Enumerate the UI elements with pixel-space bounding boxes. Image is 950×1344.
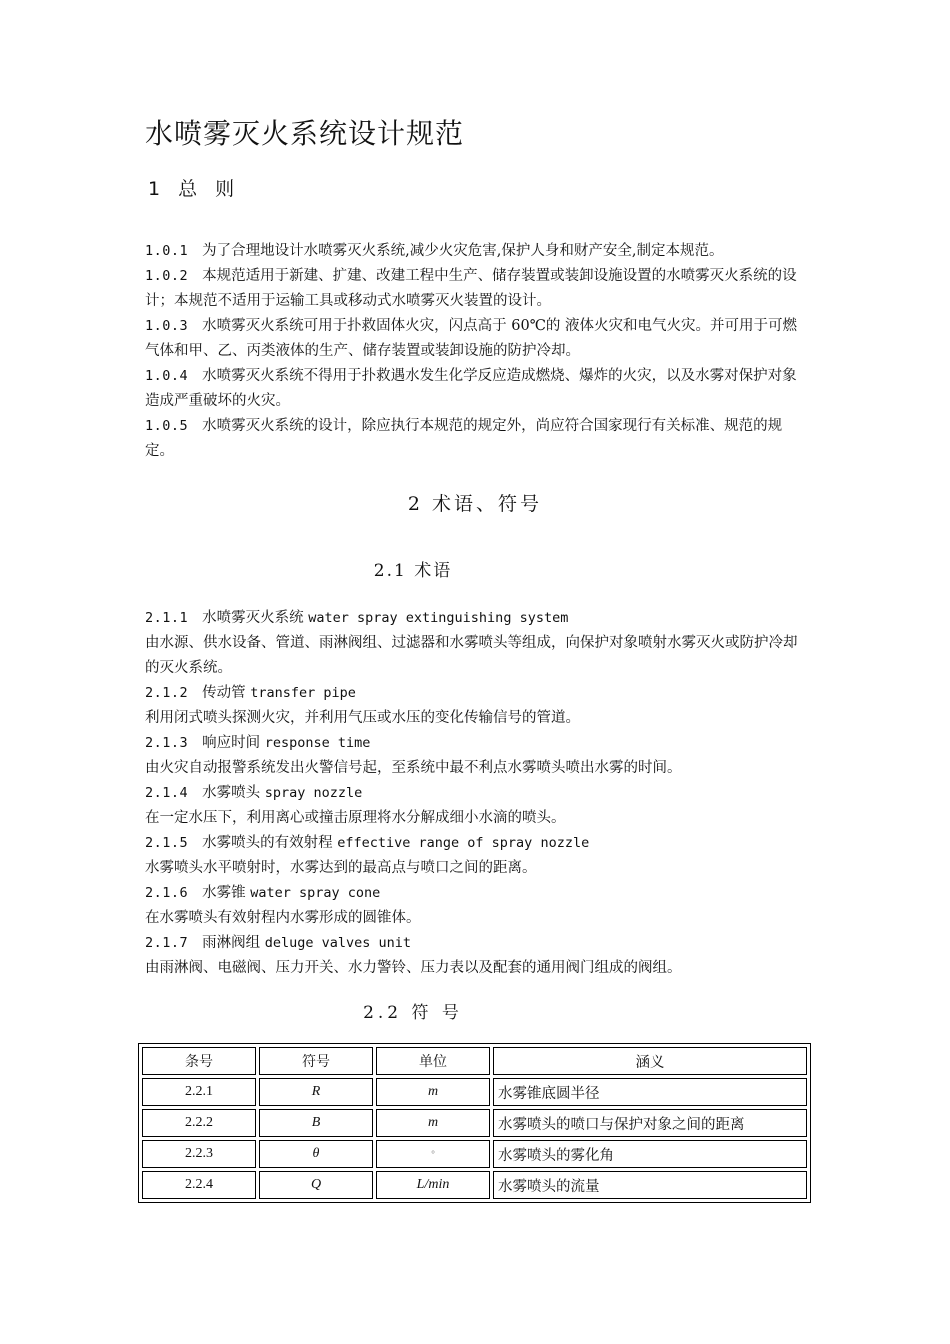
chapter-1-heading: 1 总 则 (148, 178, 238, 200)
clause-number: 1.0.3 (145, 318, 189, 334)
term-definition: 由火灾自动报警系统发出火警信号起，至系统中最不利点水雾喷头喷出水雾的时间。 (145, 760, 682, 776)
term-definition: 利用闭式喷头探测火灾，并利用气压或水压的变化传输信号的管道。 (145, 710, 580, 726)
column-header: 符号 (259, 1047, 373, 1075)
cell-clause: 2.2.2 (142, 1109, 256, 1137)
term-name: 水雾锥 (202, 885, 246, 901)
table-row (142, 1140, 807, 1168)
term-english: water spray cone (250, 885, 381, 901)
term-name: 响应时间 (202, 735, 261, 751)
term-name: 水雾喷头的有效射程 (202, 835, 333, 851)
column-header: 条号 (142, 1047, 256, 1075)
clause-number: 1.0.2 (145, 268, 189, 284)
terms-list (145, 606, 810, 981)
term-number: 2.1.2 (145, 685, 189, 701)
term-definition: 由雨淋阀、电磁阀、压力开关、水力警铃、压力表以及配套的通用阀门组成的阀组。 (145, 960, 682, 976)
cell-unit: m (376, 1078, 490, 1106)
term-english: spray nozzle (264, 785, 363, 801)
clause-number: 1.0.4 (145, 368, 189, 384)
term-number: 2.1.3 (145, 735, 189, 751)
term-name: 传动管 (202, 685, 246, 701)
cell-unit: ° (376, 1140, 490, 1168)
table-row (142, 1078, 807, 1106)
cell-unit: L/min (376, 1171, 490, 1199)
cell-clause: 2.2.3 (142, 1140, 256, 1168)
cell-symbol: θ (259, 1140, 373, 1168)
clause-1-0-2 (145, 264, 810, 314)
term-english: water spray extinguishing system (308, 610, 569, 626)
clause-1-0-4 (145, 364, 810, 414)
clause-1-0-5 (145, 414, 810, 464)
term-number: 2.1.4 (145, 785, 189, 801)
chapter-2-heading: 2 术语、符号 (407, 493, 543, 515)
term-2-1-7 (145, 931, 810, 981)
section-2-1-heading: 2.1 术语 (373, 561, 453, 581)
clause-number: 1.0.5 (145, 418, 189, 434)
cell-symbol: B (259, 1109, 373, 1137)
term-2-1-3 (145, 731, 810, 781)
cell-meaning: 水雾喷头的雾化角 (493, 1140, 807, 1168)
cell-symbol: Q (259, 1171, 373, 1199)
cell-meaning: 水雾锥底圆半径 (493, 1078, 807, 1106)
term-number: 2.1.6 (145, 885, 189, 901)
term-definition: 在水雾喷头有效射程内水雾形成的圆锥体。 (145, 910, 421, 926)
table-row (142, 1171, 807, 1199)
term-number: 2.1.7 (145, 935, 189, 951)
clause-text: 为了合理地设计水喷雾灭火系统,减少火灾危害,保护人身和财产安全,制定本规范。 (202, 243, 724, 259)
term-number: 2.1.5 (145, 835, 189, 851)
clause-1-0-3 (145, 314, 810, 364)
term-english: response time (264, 735, 371, 751)
term-2-1-5 (145, 831, 810, 881)
cell-clause: 2.2.1 (142, 1078, 256, 1106)
term-2-1-6 (145, 881, 810, 931)
cell-symbol: R (259, 1078, 373, 1106)
term-definition: 由水源、供水设备、管道、雨淋阀组、过滤器和水雾喷头等组成，向保护对象喷射水雾灭火或防护冷却的灭火系统。 (145, 635, 798, 676)
term-english: effective range of spray nozzle (337, 835, 590, 851)
cell-unit: m (376, 1109, 490, 1137)
document-title: 水喷雾灭火系统设计规范 (145, 117, 465, 150)
term-2-1-2 (145, 681, 810, 731)
clause-text: 水喷雾灭火系统不得用于扑救遇水发生化学反应造成燃烧、爆炸的火灾，以及水雾对保护对象造成严重破坏的火灾。 (145, 368, 797, 409)
term-name: 水雾喷头 (202, 785, 261, 801)
cell-meaning: 水雾喷头的流量 (493, 1171, 807, 1199)
term-definition: 在一定水压下，利用离心或撞击原理将水分解成细小水滴的喷头。 (145, 810, 566, 826)
term-english: deluge valves unit (264, 935, 412, 951)
term-definition: 水雾喷头水平喷射时，水雾达到的最高点与喷口之间的距离。 (145, 860, 537, 876)
term-name: 水喷雾灭火系统 (202, 610, 304, 626)
clause-text: 水喷雾灭火系统的设计，除应执行本规范的规定外，尚应符合国家现行有关标准、规范的规定。 (145, 418, 783, 459)
column-header: 单位 (376, 1047, 490, 1075)
symbols-table (138, 1043, 811, 1203)
clause-text: 本规范适用于新建、扩建、改建工程中生产、储存装置或装卸设施设置的水喷雾灭火系统的设计；本规范不适用于运输工具或移动式水喷雾灭火装置的设计。 (145, 268, 797, 309)
column-header: 涵义 (493, 1047, 807, 1075)
term-2-1-1 (145, 606, 810, 681)
term-name: 雨淋阀组 (202, 935, 261, 951)
clause-number: 1.0.1 (145, 243, 189, 259)
chapter-1-clauses (145, 239, 810, 464)
clause-text: 水喷雾灭火系统可用于扑救固体火灾，闪点高于 60℃的 液体火灾和电气火灾。并可用于可燃气体和甲、乙、丙类液体的生产、储存装置或装卸设施的防护冷却。 (145, 318, 798, 359)
cell-meaning: 水雾喷头的喷口与保护对象之间的距离 (493, 1109, 807, 1137)
cell-clause: 2.2.4 (142, 1171, 256, 1199)
term-number: 2.1.1 (145, 610, 189, 626)
table-header-row (142, 1047, 807, 1075)
section-2-2-heading: 2.2 符 号 (363, 1003, 463, 1023)
clause-1-0-1 (145, 239, 810, 264)
term-2-1-4 (145, 781, 810, 831)
table-row (142, 1109, 807, 1137)
term-english: transfer pipe (250, 685, 356, 701)
